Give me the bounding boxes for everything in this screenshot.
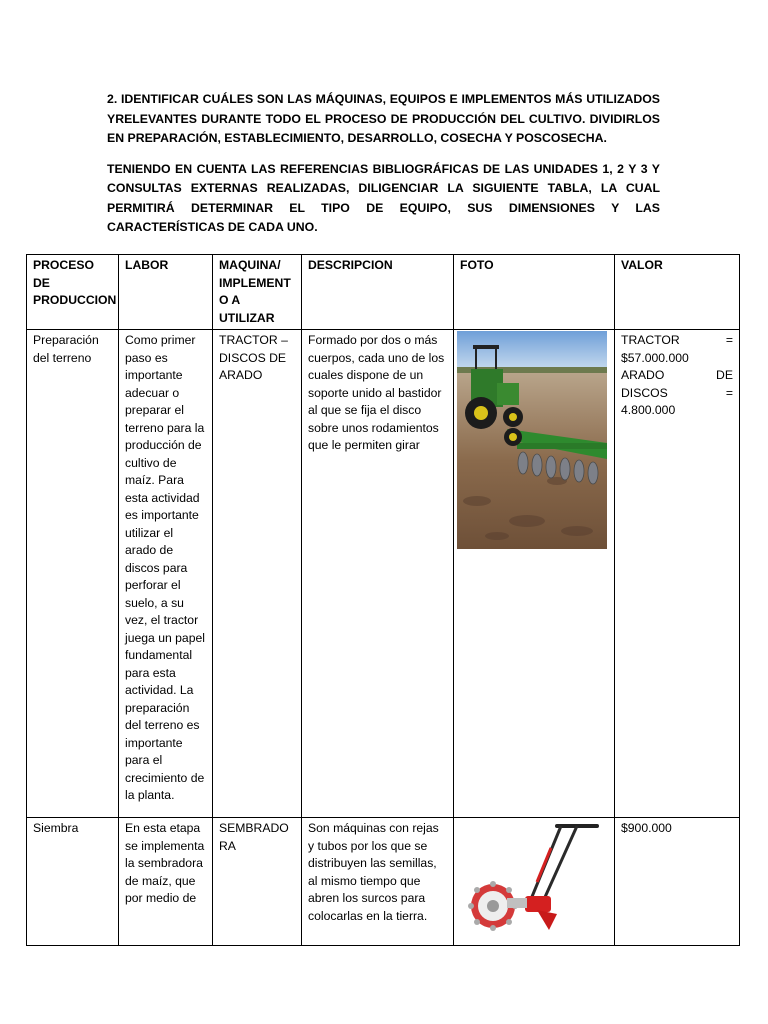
question-text: 2. IDENTIFICAR CUÁLES SON LAS MÁQUINAS, EQUIPOS E IMPLEMENTOS MÁS UTILIZADOS YRELEVANTES DURANTE TODO EL PROCESO DE PRODUCCIÓN DEL CULTIVO. DIVIDIRLOS EN PREPARACIÓN, ESTABLECIMIENTO, DESARROLLO, COSECHA Y POSCOSECHA. bbox=[107, 92, 660, 145]
row-foto bbox=[454, 330, 615, 818]
row-foto bbox=[454, 818, 615, 946]
intro-section bbox=[107, 90, 660, 249]
header-descripcion: DESCRIPCION bbox=[302, 255, 454, 330]
row-valor bbox=[615, 330, 740, 818]
hand-seeder-photo bbox=[457, 818, 607, 944]
header-maquina: MAQUINA/ IMPLEMENT O A UTILIZAR bbox=[213, 255, 302, 330]
row-maquina: TRACTOR – DISCOS DE ARADO bbox=[213, 330, 302, 818]
row-maquina: SEMBRADORA bbox=[213, 818, 302, 946]
row-descripcion: Son máquinas con rejas y tubos por los que se distribuyen las semillas, al mismo tiempo que abren los surcos para colocarlas en la tierra. bbox=[302, 818, 454, 946]
header-labor: LABOR bbox=[119, 255, 213, 330]
table-row bbox=[27, 818, 740, 946]
valor-arado: ARADO DE DISCOS = 4.800.000 bbox=[621, 368, 733, 417]
header-valor: VALOR bbox=[615, 255, 740, 330]
table-header-row bbox=[27, 255, 740, 330]
header-foto: FOTO bbox=[454, 255, 615, 330]
row-labor: En esta etapa se implementa la sembradora de maíz, que por medio de bbox=[119, 818, 213, 946]
instruction-text: TENIENDO EN CUENTA LAS REFERENCIAS BIBLIOGRÁFICAS DE LAS UNIDADES 1, 2 Y 3 Y CONSULTAS EXTERNAS REALIZADAS, DILIGENCIAR LA SIGUIENTE TABLA, LA CUAL PERMITIRÁ DETERMINAR EL TIPO DE EQUIPO, SUS DIMENSIONES Y LAS CARACTERÍSTICAS DE CADA UNO. bbox=[107, 161, 660, 234]
table-row bbox=[27, 330, 740, 818]
equipment-table bbox=[26, 254, 740, 946]
valor-tractor: TRACTOR = $57.000.000 bbox=[621, 333, 733, 365]
row-proceso: Siembra bbox=[27, 818, 119, 946]
row-valor: $900.000 bbox=[615, 818, 740, 946]
header-proceso: PROCESO DE PRODUCCION bbox=[27, 255, 119, 330]
row-labor: Como primer paso es importante adecuar o preparar el terreno para la producción de cultivo de maíz. Para esta actividad es importante utilizar el arado de discos para perforar el suelo, a su vez, el tractor juega un papel fundamental para esta actividad. La preparación del terreno es importante para el crecimiento de la planta. bbox=[119, 330, 213, 818]
tractor-disc-plow-photo bbox=[457, 331, 607, 549]
row-descripcion: Formado por dos o más cuerpos, cada uno de los cuales dispone de un soporte unido al bastidor al que se fija el disco sobre unos rodamientos que le permiten girar bbox=[302, 330, 454, 818]
row-proceso: Preparación del terreno bbox=[27, 330, 119, 818]
